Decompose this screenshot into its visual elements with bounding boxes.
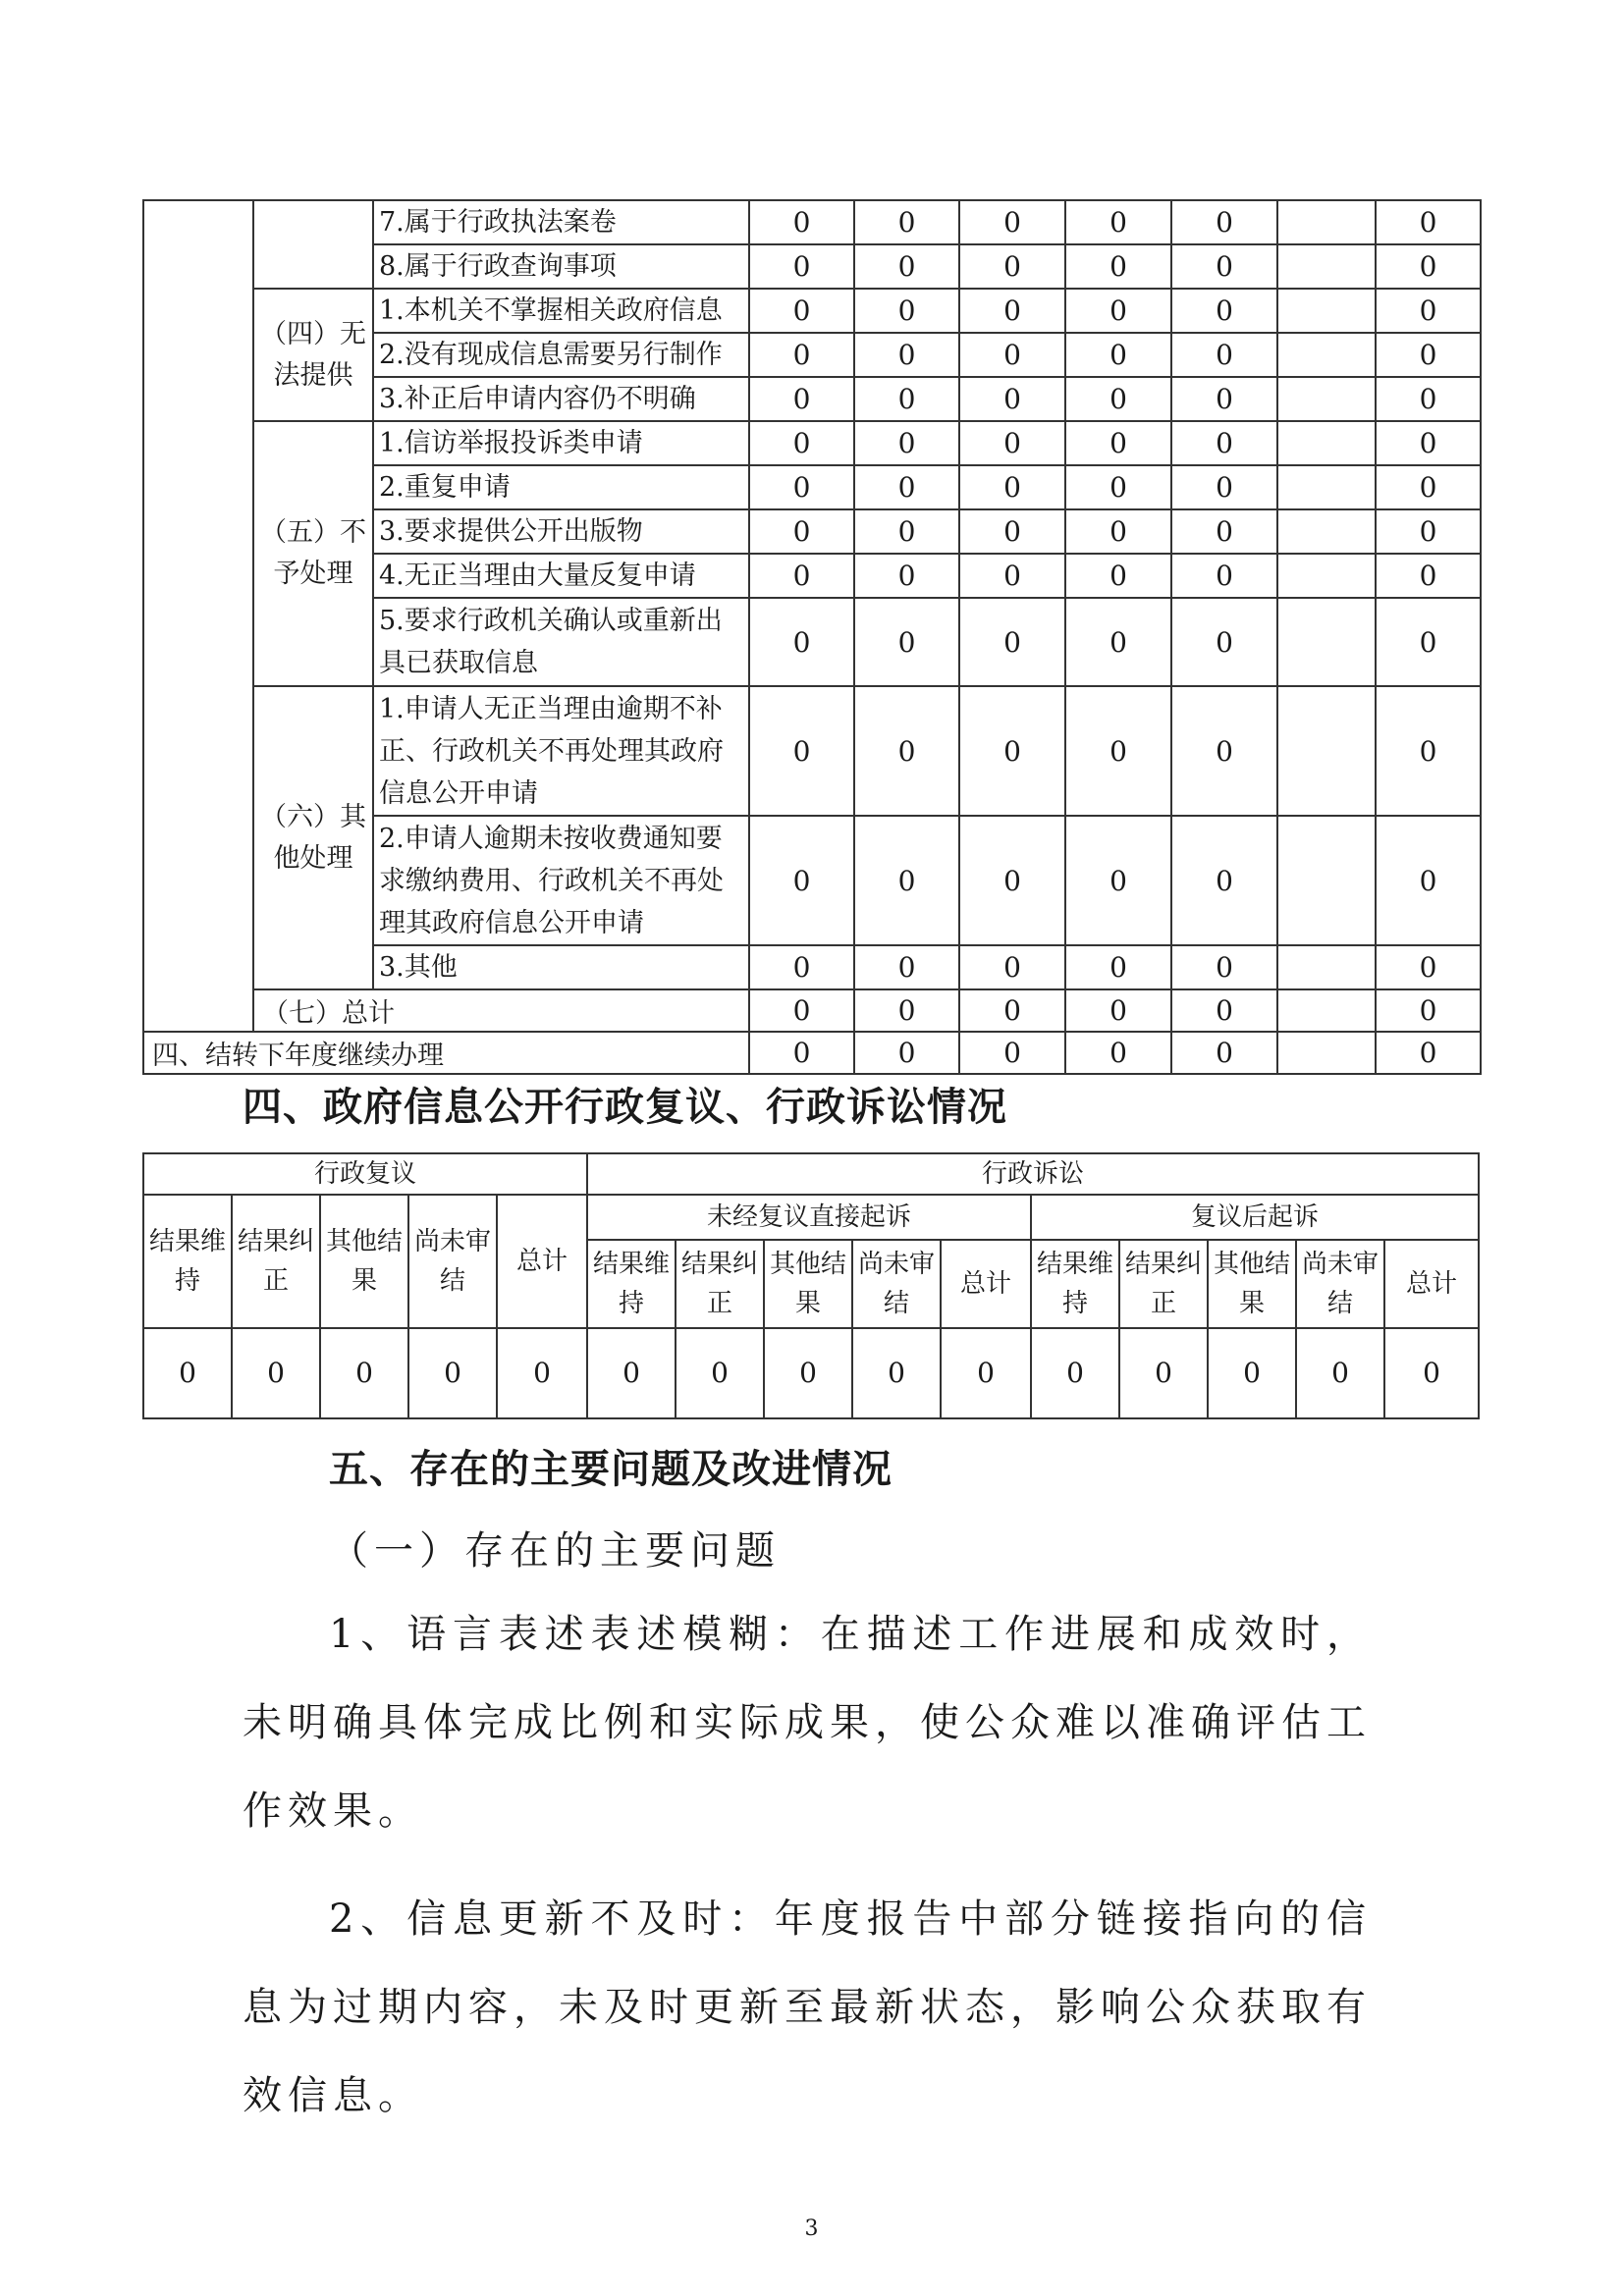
col-label: 总计 <box>497 1195 587 1328</box>
value-cell: 0 <box>854 377 959 421</box>
value-cell: 0 <box>1065 1032 1171 1074</box>
value-cell: 0 <box>749 244 854 289</box>
value-cell: 0 <box>1065 377 1171 421</box>
table-row <box>143 289 1481 333</box>
item-label: 7.属于行政执法案卷 <box>373 200 749 244</box>
category-cell: （六）其他处理 <box>253 686 373 989</box>
paragraph-1: 1、语言表述表述模糊：在描述工作进展和成效时，未明确具体完成比例和实际成果，使公众难以准确评估工作效果。 <box>243 1612 1372 1834</box>
value-cell: 0 <box>497 1328 587 1418</box>
value-cell: 0 <box>854 1032 959 1074</box>
paragraph-2: 2、信息更新不及时：年度报告中部分链接指向的信息为过期内容，未及时更新至最新状态，影响公众获取有效信息。 <box>243 1896 1372 2118</box>
review-header: 行政复议 <box>143 1153 587 1195</box>
col-label: 其他结果 <box>764 1240 852 1328</box>
category-cell: （五）不予处理 <box>253 421 373 686</box>
value-cell: 0 <box>676 1328 764 1418</box>
direct-litigation-header: 未经复议直接起诉 <box>587 1195 1031 1240</box>
value-cell: 0 <box>587 1328 676 1418</box>
section5-heading: 五、存在的主要问题及改进情况 <box>329 1447 893 1492</box>
value-cell: 0 <box>1171 509 1277 554</box>
value-cell: 0 <box>1171 945 1277 989</box>
value-cell: 0 <box>854 509 959 554</box>
value-cell: 0 <box>854 289 959 333</box>
value-cell: 0 <box>749 421 854 465</box>
col-label: 其他结果 <box>320 1195 408 1328</box>
value-cell: 0 <box>1376 686 1481 816</box>
value-cell: 0 <box>764 1328 852 1418</box>
item-label: 2.没有现成信息需要另行制作 <box>373 333 749 377</box>
value-cell: 0 <box>1171 989 1277 1032</box>
value-cell: 0 <box>320 1328 408 1418</box>
value-cell: 0 <box>1171 421 1277 465</box>
value-cell: 0 <box>959 598 1065 686</box>
value-cell: 0 <box>1065 598 1171 686</box>
value-cell: 0 <box>1376 465 1481 509</box>
value-cell <box>1277 686 1376 816</box>
col-label: 尚未审结 <box>1296 1240 1384 1328</box>
item-label: 4.无正当理由大量反复申请 <box>373 554 749 598</box>
table-row <box>143 686 1481 816</box>
value-cell: 0 <box>959 1032 1065 1074</box>
value-cell: 0 <box>1065 989 1171 1032</box>
value-cell: 0 <box>959 989 1065 1032</box>
value-cell: 0 <box>749 686 854 816</box>
value-cell: 0 <box>854 945 959 989</box>
value-cell <box>1277 1032 1376 1074</box>
value-cell <box>1277 200 1376 244</box>
value-cell: 0 <box>1376 421 1481 465</box>
value-cell: 0 <box>1065 945 1171 989</box>
value-cell: 0 <box>959 200 1065 244</box>
blank-cell <box>143 989 253 1032</box>
value-cell: 0 <box>854 816 959 945</box>
category-cell <box>253 200 373 289</box>
litigation-header: 行政诉讼 <box>587 1153 1479 1195</box>
value-cell: 0 <box>1376 816 1481 945</box>
value-cell: 0 <box>1171 200 1277 244</box>
col-label: 尚未审结 <box>408 1195 497 1328</box>
disposal-results-table <box>142 199 1482 1075</box>
value-cell <box>1277 598 1376 686</box>
col-label: 总计 <box>941 1240 1031 1328</box>
value-cell: 0 <box>1119 1328 1208 1418</box>
value-cell <box>1277 421 1376 465</box>
after-review-header: 复议后起诉 <box>1031 1195 1479 1240</box>
value-cell <box>1277 989 1376 1032</box>
value-cell: 0 <box>959 945 1065 989</box>
value-cell: 0 <box>854 686 959 816</box>
value-cell <box>1277 377 1376 421</box>
value-cell: 0 <box>1171 686 1277 816</box>
value-cell: 0 <box>749 598 854 686</box>
value-cell: 0 <box>1376 1032 1481 1074</box>
total-label: （七）总计 <box>253 989 749 1032</box>
value-cell <box>1277 244 1376 289</box>
item-label: 1.本机关不掌握相关政府信息 <box>373 289 749 333</box>
value-cell: 0 <box>749 465 854 509</box>
value-cell: 0 <box>1065 421 1171 465</box>
value-cell: 0 <box>1376 509 1481 554</box>
value-cell <box>1277 333 1376 377</box>
col-label: 其他结果 <box>1208 1240 1296 1328</box>
value-cell: 0 <box>749 509 854 554</box>
value-cell: 0 <box>1171 465 1277 509</box>
value-cell: 0 <box>1065 509 1171 554</box>
value-cell: 0 <box>854 200 959 244</box>
value-cell: 0 <box>1065 554 1171 598</box>
value-cell <box>1277 465 1376 509</box>
value-cell: 0 <box>854 989 959 1032</box>
value-cell: 0 <box>1065 289 1171 333</box>
col-label: 结果纠正 <box>232 1195 320 1328</box>
value-cell: 0 <box>1376 598 1481 686</box>
value-cell: 0 <box>959 333 1065 377</box>
value-cell: 0 <box>1171 598 1277 686</box>
value-cell: 0 <box>1376 200 1481 244</box>
value-cell <box>1277 554 1376 598</box>
item-label: 1.申请人无正当理由逾期不补正、行政机关不再处理其政府信息公开申请 <box>373 686 749 816</box>
value-cell: 0 <box>1376 554 1481 598</box>
value-cell: 0 <box>1031 1328 1119 1418</box>
value-cell: 0 <box>1376 244 1481 289</box>
value-cell: 0 <box>408 1328 497 1418</box>
item-label: 2.申请人逾期未按收费通知要求缴纳费用、行政机关不再处理其政府信息公开申请 <box>373 816 749 945</box>
value-cell: 0 <box>1376 289 1481 333</box>
page-number: 3 <box>804 2216 819 2241</box>
carry-label: 四、结转下年度继续办理 <box>143 1032 749 1074</box>
value-cell: 0 <box>1208 1328 1296 1418</box>
col-label: 结果维持 <box>143 1195 232 1328</box>
values-row <box>143 1328 1479 1418</box>
table-row <box>143 200 1481 244</box>
value-cell: 0 <box>1376 377 1481 421</box>
table-row <box>143 421 1481 465</box>
value-cell: 0 <box>1171 1032 1277 1074</box>
value-cell: 0 <box>959 377 1065 421</box>
value-cell: 0 <box>854 465 959 509</box>
blank-cell <box>143 200 253 989</box>
value-cell: 0 <box>959 465 1065 509</box>
value-cell: 0 <box>1376 333 1481 377</box>
value-cell: 0 <box>749 945 854 989</box>
value-cell: 0 <box>1376 989 1481 1032</box>
value-cell: 0 <box>959 686 1065 816</box>
value-cell: 0 <box>959 289 1065 333</box>
section5-subheading: （一）存在的主要问题 <box>329 1528 781 1574</box>
value-cell: 0 <box>959 509 1065 554</box>
category-cell: （四）无法提供 <box>253 289 373 421</box>
total-row <box>143 989 1481 1032</box>
value-cell: 0 <box>1171 816 1277 945</box>
value-cell <box>1277 816 1376 945</box>
value-cell: 0 <box>749 816 854 945</box>
review-litigation-table <box>142 1152 1480 1419</box>
section4-heading: 四、政府信息公开行政复议、行政诉讼情况 <box>243 1085 1007 1130</box>
value-cell: 0 <box>749 554 854 598</box>
value-cell: 0 <box>1296 1328 1384 1418</box>
item-label: 2.重复申请 <box>373 465 749 509</box>
value-cell <box>1277 945 1376 989</box>
value-cell: 0 <box>1065 465 1171 509</box>
value-cell: 0 <box>1376 945 1481 989</box>
value-cell: 0 <box>854 554 959 598</box>
col-label: 结果纠正 <box>1119 1240 1208 1328</box>
value-cell: 0 <box>749 333 854 377</box>
value-cell: 0 <box>959 816 1065 945</box>
value-cell: 0 <box>1065 333 1171 377</box>
value-cell: 0 <box>959 421 1065 465</box>
value-cell: 0 <box>852 1328 941 1418</box>
value-cell: 0 <box>854 421 959 465</box>
col-label: 结果维持 <box>587 1240 676 1328</box>
value-cell: 0 <box>1171 289 1277 333</box>
carry-over-row <box>143 1032 1481 1074</box>
value-cell <box>1277 509 1376 554</box>
value-cell: 0 <box>1065 816 1171 945</box>
col-label: 尚未审结 <box>852 1240 941 1328</box>
col-label: 总计 <box>1384 1240 1479 1328</box>
value-cell: 0 <box>232 1328 320 1418</box>
value-cell: 0 <box>854 333 959 377</box>
value-cell: 0 <box>854 598 959 686</box>
value-cell: 0 <box>1171 333 1277 377</box>
value-cell: 0 <box>749 200 854 244</box>
value-cell: 0 <box>1171 244 1277 289</box>
value-cell: 0 <box>1384 1328 1479 1418</box>
value-cell: 0 <box>1171 554 1277 598</box>
item-label: 1.信访举报投诉类申请 <box>373 421 749 465</box>
value-cell: 0 <box>749 377 854 421</box>
value-cell: 0 <box>1065 200 1171 244</box>
value-cell: 0 <box>749 289 854 333</box>
value-cell: 0 <box>749 1032 854 1074</box>
value-cell: 0 <box>143 1328 232 1418</box>
col-label: 结果维持 <box>1031 1240 1119 1328</box>
value-cell <box>1277 289 1376 333</box>
value-cell: 0 <box>959 554 1065 598</box>
item-label: 3.其他 <box>373 945 749 989</box>
item-label: 3.要求提供公开出版物 <box>373 509 749 554</box>
item-label: 3.补正后申请内容仍不明确 <box>373 377 749 421</box>
value-cell: 0 <box>854 244 959 289</box>
value-cell: 0 <box>1171 377 1277 421</box>
value-cell: 0 <box>941 1328 1031 1418</box>
item-label: 8.属于行政查询事项 <box>373 244 749 289</box>
value-cell: 0 <box>749 989 854 1032</box>
value-cell: 0 <box>1065 686 1171 816</box>
value-cell: 0 <box>1065 244 1171 289</box>
col-label: 结果纠正 <box>676 1240 764 1328</box>
item-label: 5.要求行政机关确认或重新出具已获取信息 <box>373 598 749 686</box>
value-cell: 0 <box>959 244 1065 289</box>
